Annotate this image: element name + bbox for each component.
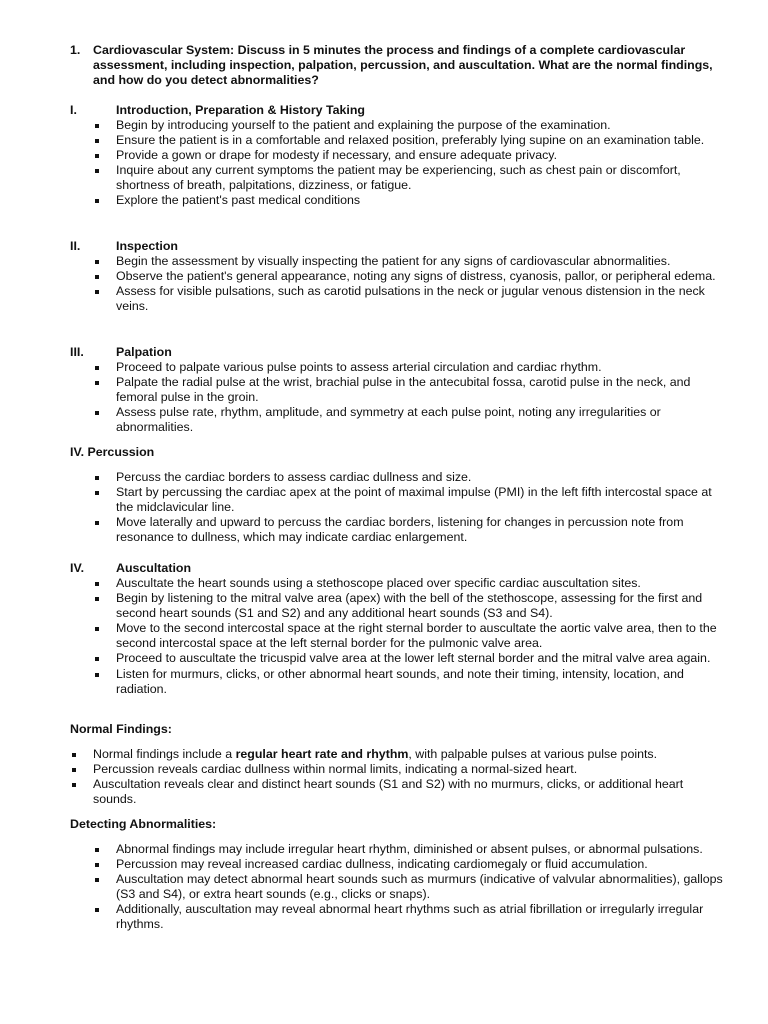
section-heading-introduction bbox=[70, 103, 365, 118]
list-item: Provide a gown or drape for modesty if necessary, and ensure adequate privacy. bbox=[93, 148, 723, 163]
list-item: Ensure the patient is in a comfortable and relaxed position, preferably lying supine on an examination table. bbox=[93, 133, 723, 148]
list-item: Assess for visible pulsations, such as carotid pulsations in the neck or jugular venous distension in the neck veins. bbox=[93, 284, 723, 314]
detecting-abnormalities-list bbox=[93, 842, 723, 933]
list-item: Auscultation may detect abnormal heart sounds such as murmurs (indicative of valvular abnormalities), gallops (S3 and S4), or extra heart sounds (e.g., clicks or snaps). bbox=[93, 872, 723, 902]
list-item: Start by percussing the cardiac apex at the point of maximal impulse (PMI) in the left fifth intercostal space at the midclavicular line. bbox=[93, 485, 723, 515]
list-item: Begin the assessment by visually inspecting the patient for any signs of cardiovascular abnormalities. bbox=[93, 254, 723, 269]
list-item: Auscultation reveals clear and distinct heart sounds (S1 and S2) with no murmurs, clicks, or additional heart sounds. bbox=[70, 777, 720, 807]
list-item: Abnormal findings may include irregular heart rhythm, diminished or absent pulses, or abnormal pulsations. bbox=[93, 842, 723, 857]
auscultation-list bbox=[93, 576, 723, 697]
section-numeral: IV. bbox=[70, 561, 85, 575]
normal-findings-list bbox=[70, 747, 720, 807]
list-item: Explore the patient's past medical conditions bbox=[93, 193, 723, 208]
palpation-list bbox=[93, 360, 723, 435]
normal-findings-heading: Normal Findings: bbox=[70, 722, 172, 736]
list-item: Observe the patient's general appearance, noting any signs of distress, cyanosis, pallor, or peripheral edema. bbox=[93, 269, 723, 284]
list-item: Additionally, auscultation may reveal abnormal heart rhythms such as atrial fibrillation or irregularly irregular rhythms. bbox=[93, 902, 723, 932]
list-item: Percuss the cardiac borders to assess cardiac dullness and size. bbox=[93, 470, 723, 485]
section-title: Introduction, Preparation & History Taking bbox=[116, 103, 365, 117]
question-prompt bbox=[70, 43, 720, 88]
list-item-text: , with palpable pulses at various pulse points. bbox=[408, 747, 658, 761]
section-title: Auscultation bbox=[116, 561, 192, 575]
question-text: Cardiovascular System: Discuss in 5 minutes the process and findings of a complete cardiovascular assessment, including inspection, palpation, percussion, and auscultation. What are the normal findings, and how do you detect abnormalities? bbox=[93, 43, 713, 88]
list-item: Auscultate the heart sounds using a stethoscope placed over specific cardiac auscultation sites. bbox=[93, 576, 723, 591]
emphasis-text: regular heart rate and rhythm bbox=[235, 747, 409, 761]
list-item: Begin by introducing yourself to the patient and explaining the purpose of the examination. bbox=[93, 118, 723, 133]
introduction-list bbox=[93, 118, 723, 209]
section-title: Palpation bbox=[116, 345, 172, 359]
list-item: Palpate the radial pulse at the wrist, brachial pulse in the antecubital fossa, carotid pulse in the neck, and femoral pulse in the groin. bbox=[93, 375, 723, 405]
section-title: Inspection bbox=[116, 239, 178, 253]
list-item: Begin by listening to the mitral valve area (apex) with the bell of the stethoscope, assessing for the first and second heart sounds (S1 and S2) and any additional heart sounds (S3 and S4). bbox=[93, 591, 723, 621]
list-item-text: Normal findings include a bbox=[93, 747, 236, 761]
list-item: Percussion may reveal increased cardiac dullness, indicating cardiomegaly or fluid accumulation. bbox=[93, 857, 723, 872]
section-heading-auscultation bbox=[70, 561, 191, 576]
list-item: Assess pulse rate, rhythm, amplitude, and symmetry at each pulse point, noting any irregularities or abnormalities. bbox=[93, 405, 723, 435]
detecting-abnormalities-heading: Detecting Abnormalities: bbox=[70, 817, 217, 831]
list-item: Move laterally and upward to percuss the cardiac borders, listening for changes in percussion note from resonance to dullness, which may indicate cardiac enlargement. bbox=[93, 515, 723, 545]
list-item: Proceed to palpate various pulse points to assess arterial circulation and cardiac rhythm. bbox=[93, 360, 723, 375]
list-item: Inquire about any current symptoms the patient may be experiencing, such as chest pain or discomfort, shortness of breath, palpitations, dizziness, or fatigue. bbox=[93, 163, 723, 193]
section-heading-inspection bbox=[70, 239, 178, 254]
list-item bbox=[70, 747, 720, 762]
section-heading-percussion: IV. Percussion bbox=[70, 445, 155, 459]
list-item: Proceed to auscultate the tricuspid valve area at the lower left sternal border and the mitral valve area again. bbox=[93, 651, 723, 666]
list-item: Percussion reveals cardiac dullness within normal limits, indicating a normal-sized heart. bbox=[70, 762, 720, 777]
section-numeral: I. bbox=[70, 103, 77, 117]
list-item: Move to the second intercostal space at the right sternal border to auscultate the aortic valve area, then to the second intercostal space at the left sternal border for the pulmonic valve area. bbox=[93, 621, 723, 651]
section-heading-palpation bbox=[70, 345, 172, 360]
inspection-list bbox=[93, 254, 723, 314]
section-numeral: II. bbox=[70, 239, 81, 253]
percussion-list bbox=[93, 470, 723, 545]
list-item: Listen for murmurs, clicks, or other abnormal heart sounds, and note their timing, intensity, location, and radiation. bbox=[93, 667, 723, 697]
question-number: 1. bbox=[70, 43, 81, 57]
section-numeral: III. bbox=[70, 345, 84, 359]
